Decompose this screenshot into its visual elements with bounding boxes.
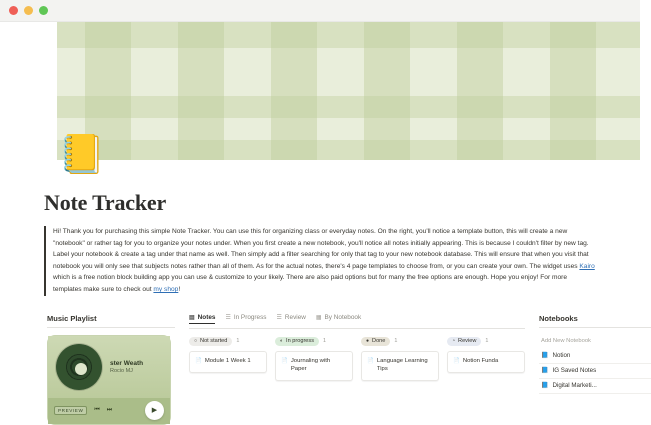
board-view-tabs — [189, 314, 525, 329]
board-column-review — [447, 337, 525, 381]
tab-by-notebook-label: By Notebook — [324, 314, 362, 322]
zoom-window-button[interactable] — [39, 6, 48, 15]
list-icon: ☰ — [276, 315, 282, 322]
content-columns — [44, 314, 596, 425]
board-column-in-progress — [275, 337, 353, 381]
card-title: Language Learning Tips — [376, 357, 428, 372]
track-info — [110, 360, 143, 374]
page-icon: 📄 — [281, 357, 288, 364]
music-playlist-heading: Music Playlist — [47, 314, 175, 328]
music-column — [47, 314, 175, 425]
status-label: Not started — [200, 338, 228, 345]
board-card[interactable] — [189, 351, 267, 373]
book-icon: 📘 — [541, 383, 549, 390]
track-title: ster Weath — [110, 359, 144, 367]
status-header — [361, 337, 439, 346]
my-shop-link[interactable]: my shop — [153, 285, 179, 293]
board-icon: ▦ — [315, 315, 322, 322]
player-artwork — [48, 336, 170, 398]
add-new-notebook-button[interactable]: Add New Notebook — [541, 337, 591, 344]
status-bullet-icon: ○ — [194, 338, 198, 345]
intro-text-part-1: Hi! Thank you for purchasing this simple Note Tracker. You can use this for organizing class or everyday notes. On the right, you'll notice a template button, this will create a new "notebook" or rather tag for you to organize your notes under. When you first create a new notebook, you'll notice all notes initially appearing. This is because I couldn't filter by new tag. Label your notebook & create a tag under that name as well. Then simply add a filter searching for only that tag to your new notebook database. This will ensure that when you visit that notebook you will only see that subjects notes rather than all of them. As for the actual notes, there's 4 page templates to choose from, or you can create your own. The widget uses — [53, 228, 589, 270]
status-badge[interactable] — [447, 337, 481, 346]
notes-icon: ▤ — [189, 314, 195, 321]
notebooks-list — [539, 335, 651, 394]
board-card[interactable] — [447, 351, 525, 373]
list-icon: ☰ — [225, 315, 231, 322]
card-count: 1 — [323, 338, 327, 345]
board-column-not-started — [189, 337, 267, 381]
banner-left-margin — [0, 22, 57, 160]
notebook-label: Notion — [552, 352, 571, 360]
status-header — [447, 337, 525, 346]
intro-text-part-3: ! — [178, 285, 181, 293]
card-count: 1 — [485, 338, 489, 345]
status-header — [189, 337, 267, 346]
kairo-link[interactable]: Kairo — [579, 262, 595, 270]
status-label: Done — [372, 338, 386, 345]
tab-in-progress-label: In Progress — [233, 314, 267, 322]
status-bullet-icon: ● — [366, 338, 370, 345]
status-label: Review — [458, 338, 477, 345]
page-title: Note Tracker — [44, 190, 167, 215]
page-icon: 📄 — [367, 357, 374, 364]
status-label: In progress — [286, 338, 315, 345]
tab-notes[interactable] — [189, 314, 215, 324]
tab-by-notebook[interactable] — [316, 314, 361, 323]
board-card[interactable] — [275, 351, 353, 381]
card-count: 1 — [236, 338, 240, 345]
skip-back-icon[interactable]: ⏮ — [94, 407, 100, 414]
banner-stripe — [0, 96, 640, 118]
board-column-done — [361, 337, 439, 381]
status-header — [275, 337, 353, 346]
tab-review-label: Review — [284, 314, 306, 322]
intro-callout — [44, 226, 596, 296]
preview-badge: PREVIEW — [54, 406, 87, 415]
status-badge[interactable] — [361, 337, 390, 346]
status-bullet-icon: ◐ — [280, 338, 284, 345]
kanban-board — [189, 337, 525, 381]
book-icon: 📘 — [541, 368, 549, 375]
page-icon: 📄 — [195, 357, 202, 364]
page-cover-banner — [0, 22, 640, 176]
page-icon: 📄 — [453, 357, 460, 364]
notebooks-column — [539, 314, 651, 425]
play-icon[interactable]: ▶ — [145, 401, 164, 420]
intro-text-part-2: which is a free notion block building app you can use & customize to your likely. There are also paid options but for many the free options are enough. Hope you enjoy! For more templates make sure to check out — [53, 274, 567, 293]
player-controls-bar — [48, 398, 170, 424]
card-count: 1 — [394, 338, 398, 345]
notebook-label: IG Saved Notes — [552, 367, 597, 375]
board-card[interactable] — [361, 351, 439, 381]
book-icon: 📘 — [541, 353, 549, 360]
card-title: Notion Funda — [462, 357, 499, 364]
tab-notes-label: Notes — [197, 313, 216, 321]
minimize-window-button[interactable] — [24, 6, 33, 15]
status-bullet-icon: ◔ — [452, 338, 456, 345]
status-badge[interactable] — [275, 337, 319, 346]
track-artist: Rocio MJ — [110, 367, 133, 374]
notebook-item-ig-saved-notes[interactable] — [539, 364, 651, 379]
card-title: Module 1 Week 1 — [204, 357, 251, 364]
notebook-item-digital-marketing[interactable] — [539, 379, 651, 394]
skip-forward-icon[interactable]: ⏭ — [106, 407, 113, 414]
close-window-button[interactable] — [9, 6, 18, 15]
music-player-widget[interactable] — [47, 335, 171, 425]
tab-in-progress[interactable] — [225, 314, 266, 323]
notebook-label: Digital Marketi... — [552, 382, 597, 390]
notes-board-column — [189, 314, 525, 425]
notebook-icon[interactable]: 📒 — [58, 134, 106, 176]
tab-review[interactable] — [277, 314, 306, 323]
card-title: Journaling with Paper — [290, 357, 331, 372]
notebook-item-notion[interactable] — [539, 349, 651, 364]
notebooks-heading: Notebooks — [539, 314, 651, 328]
status-badge[interactable] — [189, 337, 232, 346]
banner-stripe — [0, 22, 640, 48]
page-content — [0, 190, 640, 425]
window-title-bar — [0, 0, 640, 22]
vinyl-label-icon — [75, 363, 87, 375]
